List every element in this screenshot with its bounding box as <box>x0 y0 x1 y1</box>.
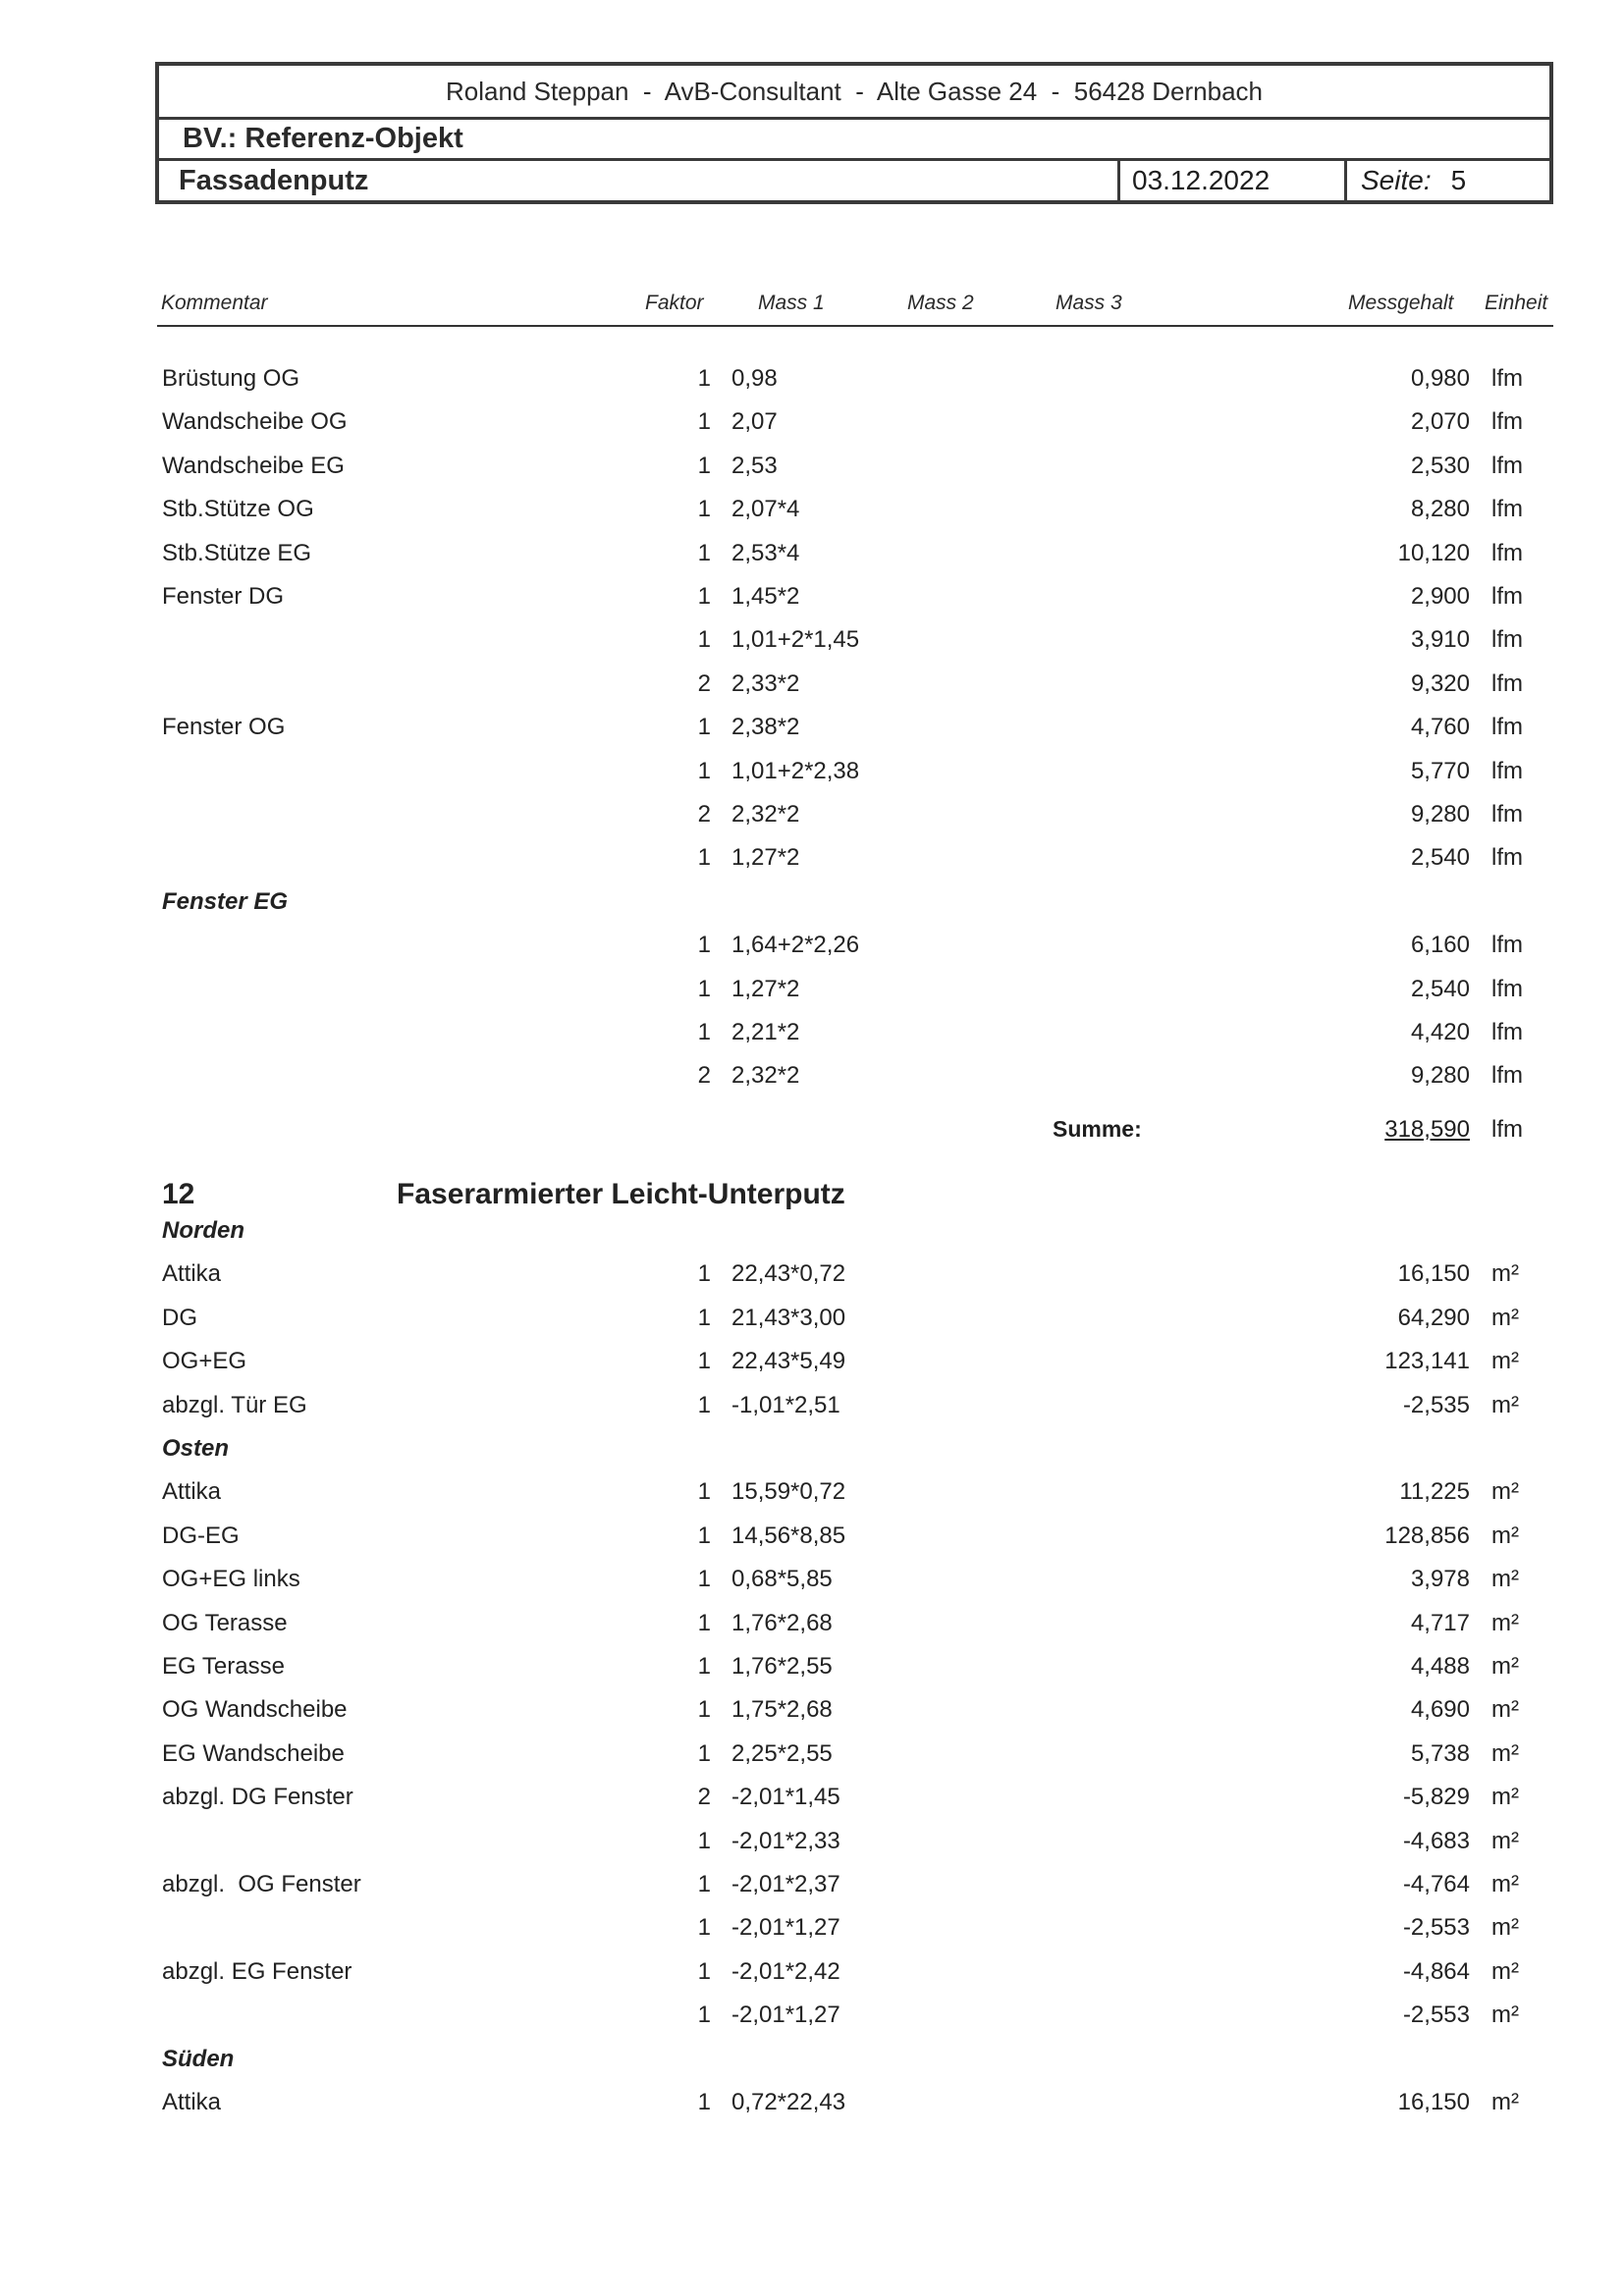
cell-factor: 1 <box>697 932 711 959</box>
cell-mass1: -2,01*2,42 <box>731 1957 840 1985</box>
cell-mass1: 0,72*22,43 <box>731 2089 846 2115</box>
cell-unit: m² <box>1491 1348 1519 1375</box>
column-header-row <box>157 290 1553 327</box>
cell-result: 128,856 <box>1384 1522 1470 1549</box>
cell-result: 3,978 <box>1410 1566 1470 1593</box>
cell-unit: m² <box>1491 1566 1519 1593</box>
header-section-row <box>159 161 1549 200</box>
section-subheading <box>0 888 1624 928</box>
cell-mass1: 2,38*2 <box>731 714 800 741</box>
header-project-row <box>159 120 1549 161</box>
table-row <box>0 1610 1624 1649</box>
cell-result: 4,690 <box>1410 1696 1470 1724</box>
cell-result: -4,683 <box>1402 1827 1470 1854</box>
table-row <box>0 1871 1624 1910</box>
cell-factor: 1 <box>697 975 711 1002</box>
table-row <box>0 1696 1624 1735</box>
cell-mass1: 15,59*0,72 <box>731 1478 846 1506</box>
cell-comment: abzgl. DG Fenster <box>162 1784 353 1811</box>
cell-factor: 2 <box>697 801 711 828</box>
cell-factor: 2 <box>697 1784 711 1811</box>
cell-result: -4,864 <box>1402 1957 1470 1985</box>
cell-mass1: 0,98 <box>731 365 778 392</box>
cell-result: 4,488 <box>1410 1653 1470 1680</box>
cell-factor: 1 <box>697 1348 711 1375</box>
cell-factor: 1 <box>697 1696 711 1724</box>
cell-mass1: 2,21*2 <box>731 1019 800 1045</box>
table-row <box>0 976 1624 1015</box>
cell-result: 6,160 <box>1410 932 1470 959</box>
cell-result: 4,420 <box>1410 1019 1470 1045</box>
cell-factor: 1 <box>697 1957 711 1985</box>
sum-value: 318,590 <box>1384 1116 1470 1143</box>
table-row <box>0 1062 1624 1101</box>
cell-unit: lfm <box>1491 844 1523 872</box>
cell-result: -2,535 <box>1402 1391 1470 1418</box>
table-row <box>0 1740 1624 1780</box>
table-row <box>0 408 1624 448</box>
cell-result: 123,141 <box>1384 1348 1470 1375</box>
cell-comment: OG Wandscheibe <box>162 1696 348 1724</box>
cell-factor: 1 <box>697 1522 711 1549</box>
cell-comment: OG Terasse <box>162 1609 288 1636</box>
cell-mass1: 1,76*2,55 <box>731 1653 833 1680</box>
cell-mass1: 2,32*2 <box>731 1062 800 1090</box>
cell-result: 2,530 <box>1410 452 1470 479</box>
cell-factor: 1 <box>697 408 711 436</box>
cell-mass1: 2,53 <box>731 452 778 479</box>
cell-mass1: -2,01*2,37 <box>731 1871 840 1897</box>
col-mass1: Mass 1 <box>758 292 825 314</box>
document-header <box>155 62 1553 204</box>
table-row <box>0 932 1624 971</box>
cell-unit: m² <box>1491 1914 1519 1942</box>
cell-unit: m² <box>1491 1784 1519 1811</box>
cell-unit: lfm <box>1491 1062 1523 1090</box>
position-number: 12 <box>162 1178 195 1210</box>
cell-factor: 1 <box>697 1566 711 1593</box>
cell-comment: abzgl. EG Fenster <box>162 1957 352 1985</box>
cell-unit: lfm <box>1491 583 1523 610</box>
cell-unit: m² <box>1491 1871 1519 1897</box>
cell-factor: 1 <box>697 714 711 741</box>
cell-factor: 1 <box>697 1871 711 1897</box>
cell-factor: 1 <box>697 844 711 872</box>
cell-comment: abzgl. Tür EG <box>162 1391 307 1418</box>
cell-mass1: 1,27*2 <box>731 975 800 1002</box>
section-subheading <box>0 1217 1624 1256</box>
cell-mass1: -1,01*2,51 <box>731 1391 840 1418</box>
table-row <box>0 2002 1624 2041</box>
table-row <box>0 1914 1624 1953</box>
cell-result: 3,910 <box>1410 626 1470 654</box>
table-row <box>0 1566 1624 1605</box>
cell-unit: lfm <box>1491 496 1523 523</box>
sum-label: Summe: <box>1053 1116 1142 1142</box>
cell-mass1: 1,01+2*2,38 <box>731 757 860 784</box>
cell-comment: EG Terasse <box>162 1653 285 1680</box>
cell-factor: 1 <box>697 1019 711 1045</box>
cell-unit: lfm <box>1491 757 1523 784</box>
cell-comment: Süden <box>162 2045 235 2072</box>
cell-factor: 1 <box>697 1260 711 1288</box>
cell-factor: 1 <box>697 1609 711 1636</box>
cell-comment: abzgl. OG Fenster <box>162 1871 361 1897</box>
cell-result: 5,770 <box>1410 757 1470 784</box>
cell-mass1: 0,68*5,85 <box>731 1566 833 1593</box>
cell-unit: lfm <box>1491 539 1523 566</box>
cell-result: 2,070 <box>1410 408 1470 436</box>
cell-mass1: 2,53*4 <box>731 539 800 566</box>
header-address: Roland Steppan - AvB-Consultant - Alte Gasse 24 - 56428 Dernbach <box>445 76 1263 106</box>
col-mass3: Mass 3 <box>1056 292 1122 314</box>
table-row <box>0 1653 1624 1692</box>
cell-comment: Attika <box>162 1478 222 1506</box>
table-row <box>0 2089 1624 2128</box>
header-section: Fassadenputz <box>179 164 369 196</box>
cell-comment: Stb.Stütze EG <box>162 539 312 566</box>
cell-mass1: 2,25*2,55 <box>731 1739 833 1767</box>
cell-result: 64,290 <box>1397 1304 1470 1331</box>
cell-result: 4,760 <box>1410 714 1470 741</box>
cell-unit: m² <box>1491 1739 1519 1767</box>
page-label: Seite: <box>1361 165 1432 195</box>
cell-unit: m² <box>1491 2002 1519 2029</box>
cell-mass1: -2,01*2,33 <box>731 1827 840 1854</box>
cell-factor: 1 <box>697 1653 711 1680</box>
table-row <box>0 714 1624 753</box>
cell-factor: 1 <box>697 2089 711 2115</box>
table-row <box>0 540 1624 579</box>
cell-unit: lfm <box>1491 365 1523 392</box>
cell-factor: 2 <box>697 669 711 697</box>
cell-comment: Wandscheibe EG <box>162 452 345 479</box>
cell-mass1: 22,43*5,49 <box>731 1348 846 1375</box>
cell-result: 4,717 <box>1410 1609 1470 1636</box>
cell-mass1: 1,27*2 <box>731 844 800 872</box>
table-row <box>0 626 1624 666</box>
header-project: BV.: Referenz-Objekt <box>183 123 463 154</box>
cell-comment: Wandscheibe OG <box>162 408 348 436</box>
cell-result: -2,553 <box>1402 2002 1470 2029</box>
cell-unit: lfm <box>1491 714 1523 741</box>
cell-comment: OG+EG links <box>162 1566 300 1593</box>
cell-mass1: 1,45*2 <box>731 583 800 610</box>
cell-comment: OG+EG <box>162 1348 247 1375</box>
cell-unit: m² <box>1491 1653 1519 1680</box>
cell-result: 0,980 <box>1410 365 1470 392</box>
cell-mass1: 1,01+2*1,45 <box>731 626 860 654</box>
cell-unit: m² <box>1491 1957 1519 1985</box>
header-page <box>1344 161 1549 200</box>
cell-result: 2,540 <box>1410 844 1470 872</box>
cell-unit: lfm <box>1491 408 1523 436</box>
col-unit: Einheit <box>1485 292 1548 314</box>
cell-result: 2,540 <box>1410 975 1470 1002</box>
cell-unit: m² <box>1491 1260 1519 1288</box>
cell-factor: 1 <box>697 1391 711 1418</box>
cell-unit: m² <box>1491 2089 1519 2115</box>
cell-result: 9,320 <box>1410 669 1470 697</box>
col-comment: Kommentar <box>161 292 268 314</box>
cell-factor: 1 <box>697 1478 711 1506</box>
cell-factor: 1 <box>697 757 711 784</box>
cell-factor: 1 <box>697 1739 711 1767</box>
header-date: 03.12.2022 <box>1117 161 1344 200</box>
cell-mass1: -2,01*1,27 <box>731 1914 840 1942</box>
table-row <box>0 1019 1624 1058</box>
cell-result: 8,280 <box>1410 496 1470 523</box>
cell-comment: Brüstung OG <box>162 365 300 392</box>
cell-mass1: 2,07 <box>731 408 778 436</box>
col-result: Messgehalt <box>1348 292 1454 314</box>
cell-result: 2,900 <box>1410 583 1470 610</box>
col-mass2: Mass 2 <box>907 292 974 314</box>
section-subheading <box>0 2046 1624 2085</box>
table-row <box>0 1828 1624 1867</box>
cell-factor: 1 <box>697 1304 711 1331</box>
cell-factor: 1 <box>697 365 711 392</box>
table-row <box>0 801 1624 840</box>
cell-mass1: 1,75*2,68 <box>731 1696 833 1724</box>
cell-mass1: -2,01*1,27 <box>731 2002 840 2029</box>
cell-unit: lfm <box>1491 801 1523 828</box>
cell-mass1: 2,32*2 <box>731 801 800 828</box>
table-row <box>0 1784 1624 1823</box>
cell-mass1: 21,43*3,00 <box>731 1304 846 1331</box>
header-address-row <box>159 66 1549 120</box>
cell-unit: m² <box>1491 1304 1519 1331</box>
cell-result: -2,553 <box>1402 1914 1470 1942</box>
cell-mass1: 2,33*2 <box>731 669 800 697</box>
cell-factor: 1 <box>697 626 711 654</box>
cell-result: 16,150 <box>1397 1260 1470 1288</box>
cell-comment: DG <box>162 1304 197 1331</box>
table-row <box>0 1392 1624 1431</box>
cell-mass1: 22,43*0,72 <box>731 1260 846 1288</box>
col-factor: Faktor <box>645 292 704 314</box>
sum-row <box>0 1116 1624 1155</box>
cell-unit: m² <box>1491 1696 1519 1724</box>
cell-mass1: -2,01*1,45 <box>731 1784 840 1811</box>
cell-comment: DG-EG <box>162 1522 240 1549</box>
cell-unit: lfm <box>1491 1019 1523 1045</box>
cell-factor: 1 <box>697 539 711 566</box>
cell-factor: 1 <box>697 583 711 610</box>
cell-factor: 1 <box>697 1914 711 1942</box>
cell-result: -4,764 <box>1402 1871 1470 1897</box>
cell-mass1: 1,64+2*2,26 <box>731 932 860 959</box>
cell-comment: Fenster DG <box>162 583 285 610</box>
cell-unit: m² <box>1491 1478 1519 1506</box>
position-title: Faserarmierter Leicht-Unterputz <box>397 1178 845 1210</box>
cell-mass1: 2,07*4 <box>731 496 800 523</box>
cell-comment: Fenster EG <box>162 887 289 915</box>
page-number: 5 <box>1450 165 1467 195</box>
cell-comment: Attika <box>162 1260 222 1288</box>
cell-comment: Norden <box>162 1217 244 1244</box>
table-row <box>0 496 1624 535</box>
sum-unit: lfm <box>1491 1116 1523 1143</box>
cell-result: -5,829 <box>1402 1784 1470 1811</box>
section-subheading <box>0 1435 1624 1474</box>
table-row <box>0 1260 1624 1300</box>
cell-factor: 1 <box>697 2002 711 2029</box>
cell-result: 10,120 <box>1397 539 1470 566</box>
table-row <box>0 453 1624 492</box>
cell-result: 5,738 <box>1410 1739 1470 1767</box>
table-row <box>0 1958 1624 1998</box>
table-row <box>0 670 1624 710</box>
table-row <box>0 1522 1624 1562</box>
cell-comment: EG Wandscheibe <box>162 1739 345 1767</box>
cell-mass1: 14,56*8,85 <box>731 1522 846 1549</box>
cell-result: 16,150 <box>1397 2089 1470 2115</box>
cell-comment: Fenster OG <box>162 714 286 741</box>
table-row <box>0 844 1624 883</box>
cell-unit: m² <box>1491 1827 1519 1854</box>
cell-unit: lfm <box>1491 626 1523 654</box>
cell-result: 9,280 <box>1410 1062 1470 1090</box>
table-row <box>0 1348 1624 1387</box>
cell-factor: 1 <box>697 496 711 523</box>
cell-unit: lfm <box>1491 932 1523 959</box>
cell-factor: 2 <box>697 1062 711 1090</box>
cell-result: 11,225 <box>1399 1478 1470 1506</box>
cell-factor: 1 <box>697 1827 711 1854</box>
table-row <box>0 1478 1624 1518</box>
cell-unit: lfm <box>1491 452 1523 479</box>
cell-comment: Osten <box>162 1435 230 1462</box>
cell-factor: 1 <box>697 452 711 479</box>
cell-unit: lfm <box>1491 975 1523 1002</box>
cell-comment: Attika <box>162 2089 222 2115</box>
cell-unit: m² <box>1491 1609 1519 1636</box>
cell-result: 9,280 <box>1410 801 1470 828</box>
table-row <box>0 1305 1624 1344</box>
cell-mass1: 1,76*2,68 <box>731 1609 833 1636</box>
cell-unit: lfm <box>1491 669 1523 697</box>
cell-unit: m² <box>1491 1391 1519 1418</box>
table-row <box>0 365 1624 404</box>
table-row <box>0 583 1624 622</box>
cell-unit: m² <box>1491 1522 1519 1549</box>
table-row <box>0 758 1624 797</box>
cell-comment: Stb.Stütze OG <box>162 496 314 523</box>
